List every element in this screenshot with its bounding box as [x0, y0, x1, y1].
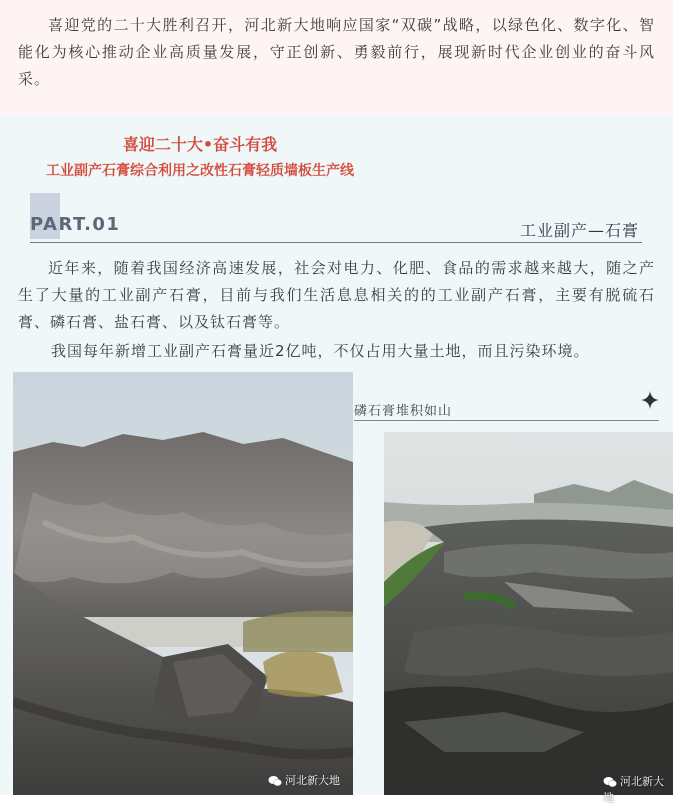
- intro-paragraph: 喜迎党的二十大胜利召开，河北新大地响应国家“双碳”战略，以绿色化、数字化、智能化为核心推动企业高质量发展，守正创新、勇毅前行，展现新时代企业创业的奋斗风采。: [18, 16, 655, 88]
- gypsum-heaps-photo: [384, 432, 673, 795]
- watermark-text: 河北新大地: [285, 774, 340, 787]
- headline-main: 喜迎二十大•奋斗有我: [122, 135, 278, 154]
- intro-block: [0, 0, 673, 115]
- wechat-icon: [603, 776, 617, 788]
- body-paragraph-2: 我国每年新增工业副产石膏量近2亿吨，不仅占用大量土地，而且污染环境。: [51, 342, 590, 360]
- watermark-right: [603, 773, 673, 805]
- body-paragraph-1: 近年来，随着我国经济高速发展，社会对电力、化肥、食品的需求越来越大，随之产生了大量的工业副产石膏，目前与我们生活息息相关的的工业副产石膏，主要有脱硫石膏、磷石膏、盐石膏、以及钛石膏等。: [18, 259, 655, 331]
- headline-sub: 工业副产石膏综合利用之改性石膏轻质墙板生产线: [46, 163, 354, 179]
- four-point-star-icon: [641, 391, 659, 409]
- part-title: 工业副产—石膏: [519, 221, 639, 240]
- watermark-text: 河北新大地: [603, 775, 664, 804]
- gypsum-mountain-photo: [13, 372, 353, 795]
- wechat-icon: [268, 775, 282, 787]
- part-divider: [30, 242, 642, 243]
- watermark-left: [268, 772, 340, 788]
- photo-caption: 磷石膏堆积如山: [354, 404, 453, 419]
- caption-divider: [354, 420, 659, 421]
- part-label: PART.01: [30, 214, 121, 235]
- body-text: [18, 255, 655, 365]
